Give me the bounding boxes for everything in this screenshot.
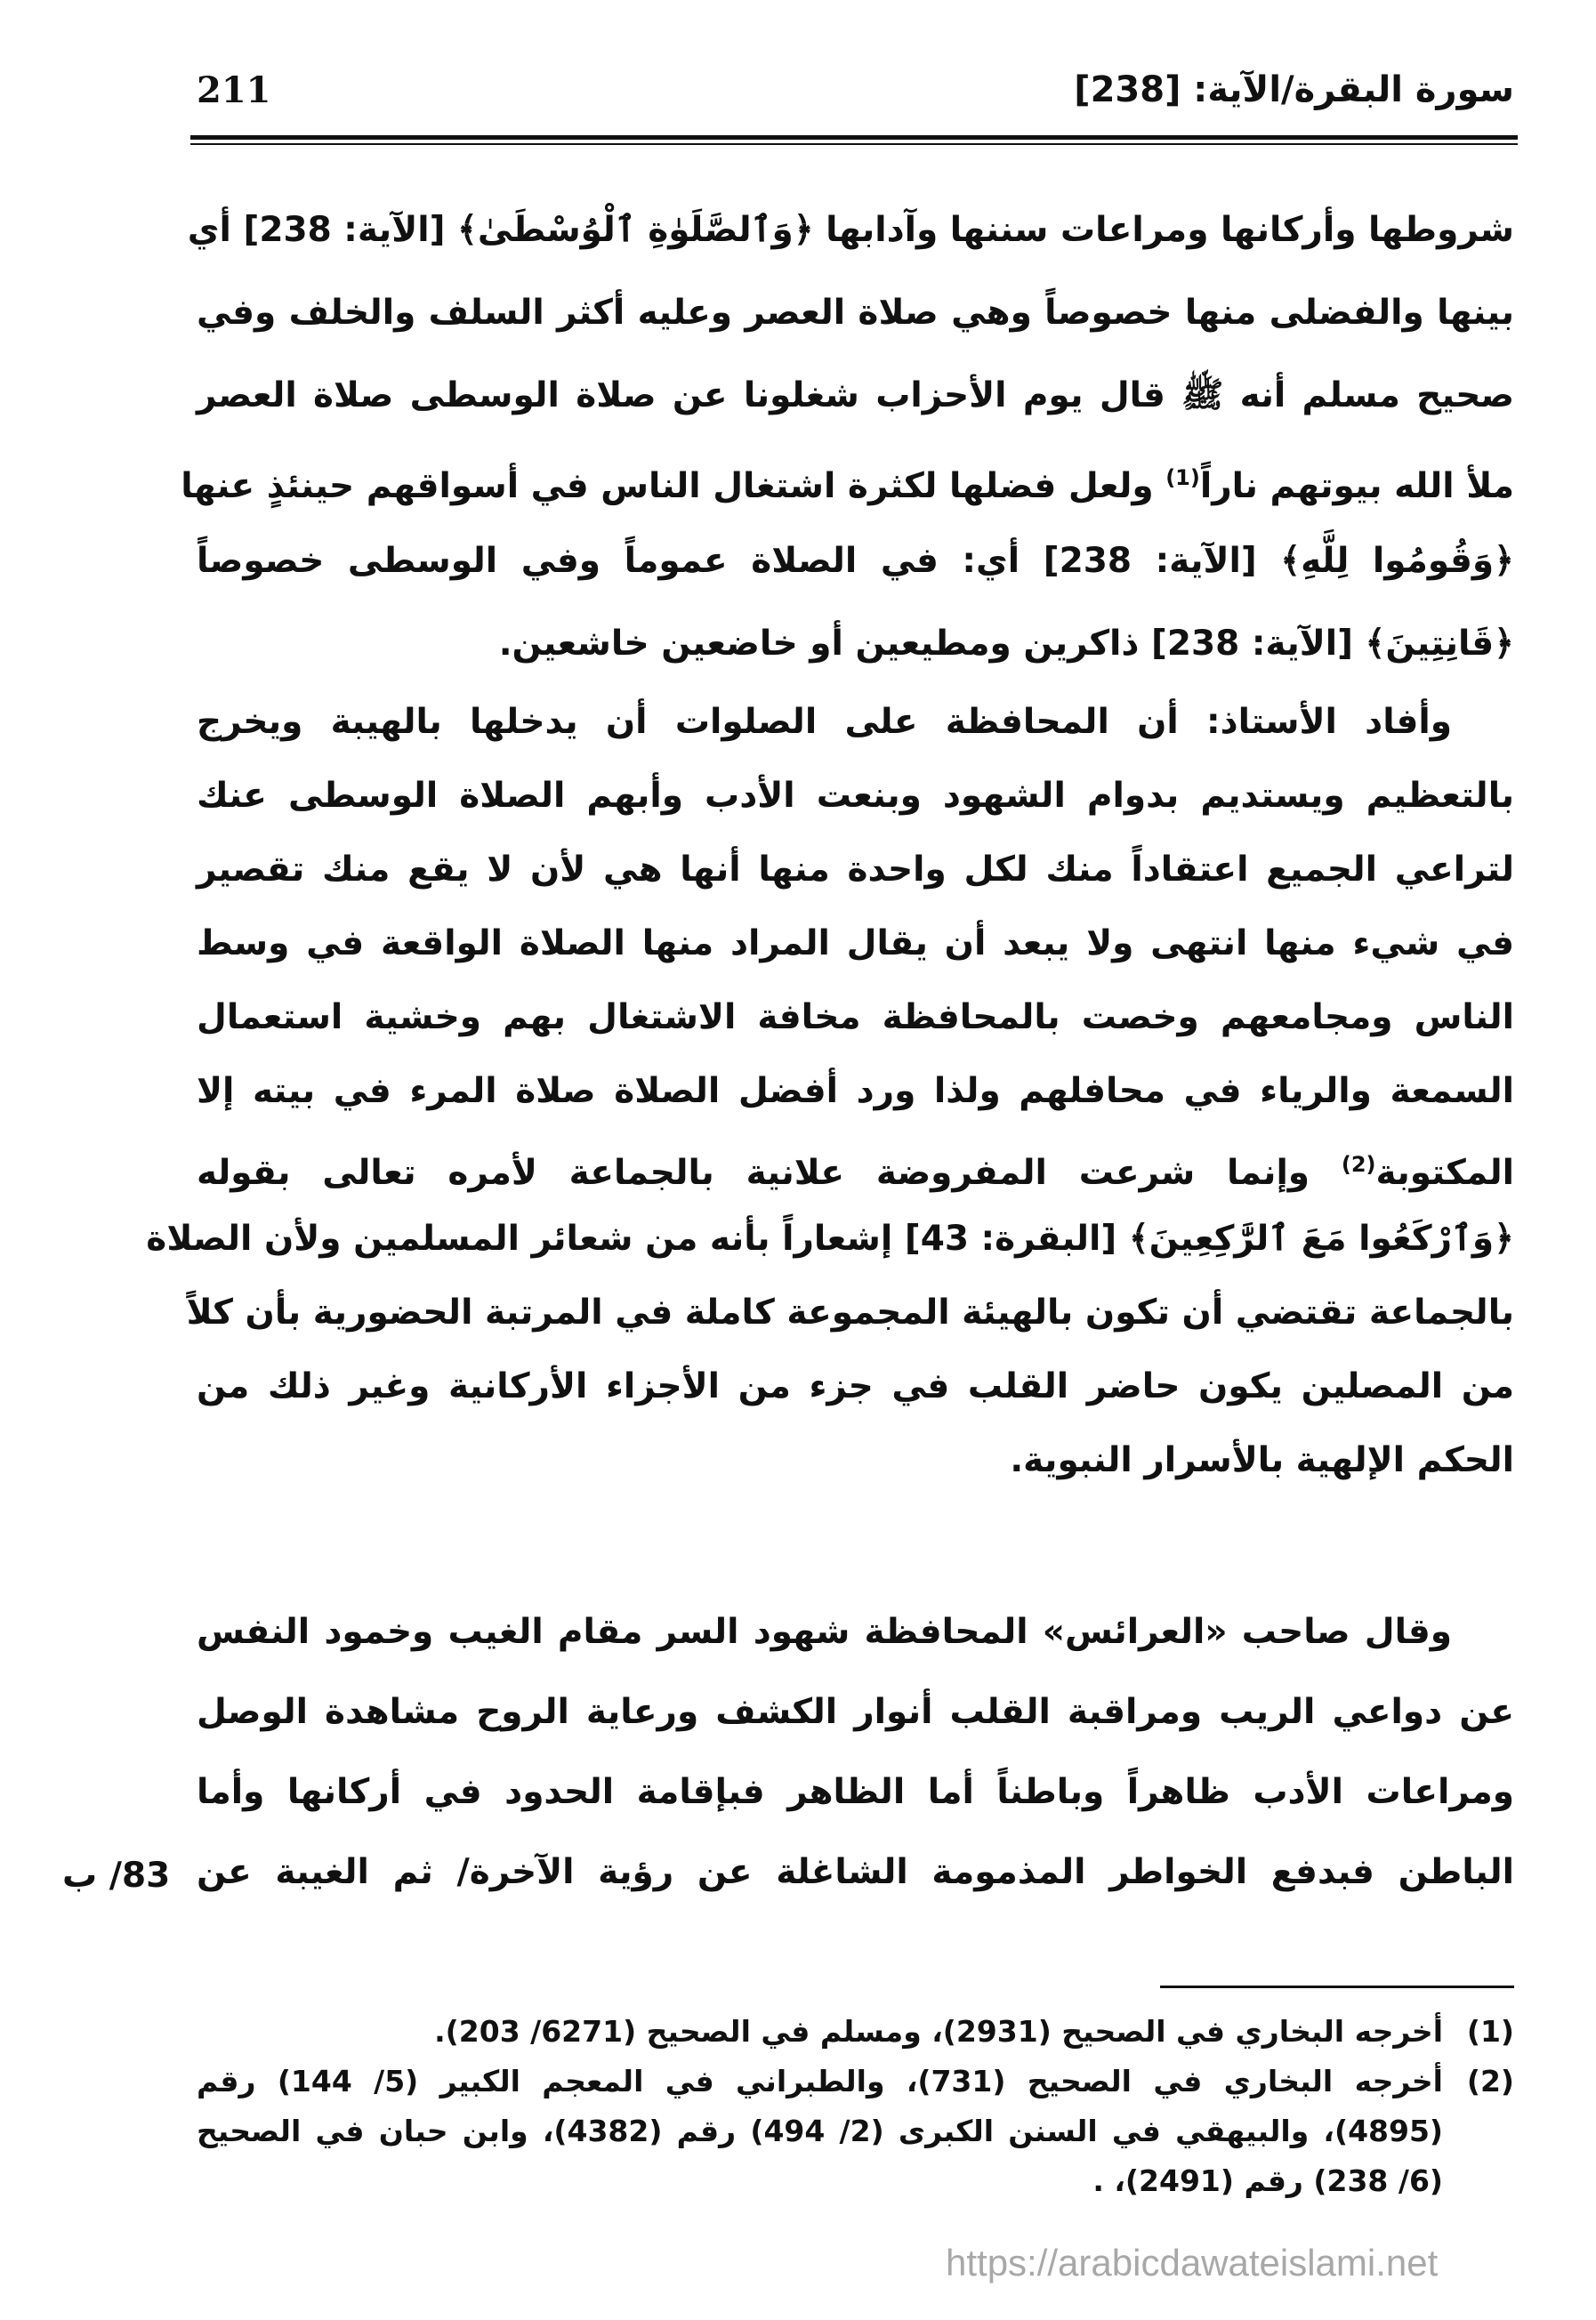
text-line (197, 980, 1514, 1054)
text-line (197, 520, 1514, 602)
line-text-continued: ولعل فضلها لكثرة اشتغال الناس في أسواقهم حينئذٍ عنها (181, 466, 1166, 506)
text-line (197, 271, 1514, 354)
footnotes (197, 2007, 1514, 2206)
text-line (197, 1054, 1514, 1128)
text-line (181, 437, 1514, 520)
line-text: صحيح مسلم أنه ﷺ قال يوم الأحزاب شغلونا عن صلاة الوسطى صلاة العصر (197, 375, 1514, 415)
line-text: ﴿وَقُومُوا لِلَّهِ﴾ [الآية: 238] أي: في الصلاة عموماً وفي الوسطى خصوصاً (197, 541, 1514, 581)
footnote-reference[interactable]: (1) (1165, 465, 1200, 490)
running-header (197, 69, 1514, 123)
text-line (197, 1128, 1514, 1202)
paragraph-3 (197, 1592, 1514, 1913)
line-text: وأفاد الأستاذ: أن المحافظة على الصلوات أن يدخلها بالهيبة ويخرج (197, 702, 1452, 742)
footnote-line (197, 2107, 1514, 2156)
line-text: السمعة والرياء في محافلهم ولذا ورد أفضل الصلاة صلاة المرء في بيته إلا (197, 1071, 1514, 1111)
line-text: الباطن فبدفع الخواطر المذمومة الشاغلة عن رؤية الآخرة/ ثم الغيبة عن (197, 1852, 1514, 1892)
line-text: في شيء منها انتهى ولا يبعد أن يقال المراد منها الصلاة الواقعة في وسط (197, 923, 1514, 963)
line-text-continued: وإنما شرعت المفروضة علانية بالجماعة لأمره تعالى بقوله (197, 1153, 1342, 1193)
footnote-line (197, 2057, 1514, 2107)
footnote-reference[interactable]: (2) (1341, 1152, 1376, 1177)
footnote-separator (1160, 1986, 1514, 1988)
line-text: لتراعي الجميع اعتقاداً منك لكل واحدة منها أنها هي لأن لا يقع منك تقصير (197, 850, 1514, 890)
line-text: وقال صاحب «العرائس» المحافظة شهود السر مقام الغيب وخمود النفس (197, 1612, 1452, 1652)
line-text: من المصلين يكون حاضر القلب في جزء من الأجزاء الأركانية وغير ذلك من (197, 1366, 1514, 1406)
footnote-line (197, 2156, 1514, 2206)
text-line (197, 1423, 1514, 1497)
footnote-text: (6/ 238) رقم (2491)، . (1092, 2163, 1443, 2198)
footnote-number: (1) (1466, 2014, 1514, 2049)
text-line (197, 1752, 1514, 1833)
text-line (197, 354, 1514, 437)
line-text: ملأ الله بيوتهم ناراً (1199, 466, 1514, 506)
line-text: شروطها وأركانها ومراعات سننها وآدابها ﴿وَٱلصَّلَوٰةِ ٱلْوُسْطَىٰ﴾ [الآية: 238] أي (187, 210, 1514, 250)
line-text: ومراعات الأدب ظاهراً وباطناً أما الظاهر فبإقامة الحدود في أركانها وأما (197, 1772, 1514, 1812)
footnote-text: (4895)، والبيهقي في السنن الكبرى (2/ 494) رقم (4382)، وابن حبان في الصحيح (197, 2114, 1444, 2148)
text-line (197, 1833, 1514, 1913)
header-rule-thin (190, 143, 1518, 145)
footnote-line (197, 2007, 1514, 2057)
line-text: عن دواعي الريب ومراقبة القلب أنوار الكشف ورعاية الروح مشاهدة الوصل (197, 1692, 1514, 1732)
running-title: سورة البقرة/الآية: [238] (1074, 69, 1514, 110)
manuscript-folio-note: 83/ ب (62, 1856, 171, 1896)
footnote-number: (2) (1466, 2064, 1514, 2098)
text-line (186, 1276, 1514, 1349)
line-text: ﴿وَٱرْكَعُوا مَعَ ٱلرَّٰكِعِينَ﴾ [البقرة: 43] إشعاراً بأنه من شعائر المسلمين ولأن الصلاة (146, 1219, 1514, 1259)
text-line (197, 833, 1514, 906)
paragraph-2 (146, 685, 1514, 1497)
paragraph-1 (181, 189, 1514, 685)
footnote-text: أخرجه البخاري في الصحيح (2931)، ومسلم في الصحيح (6271/ 203). (434, 2014, 1443, 2049)
footnote-text: أخرجه البخاري في الصحيح (731)، والطبراني في المعجم الكبير (5/ 144) رقم (197, 2064, 1443, 2098)
line-text: بينها والفضلى منها خصوصاً وهي صلاة العصر وعليه أكثر السلف والخلف وفي (197, 293, 1514, 333)
watermark: https://arabicdawateislami.net (946, 2242, 1439, 2284)
text-line (197, 1349, 1514, 1423)
text-line (197, 906, 1514, 980)
text-line (197, 759, 1514, 833)
text-line (197, 685, 1514, 759)
header-rule-thick (190, 135, 1518, 140)
line-text: المكتوبة (1375, 1153, 1514, 1193)
text-line (197, 1672, 1514, 1752)
line-text: ﴿قَانِتِينَ﴾ [الآية: 238] ذاكرين ومطيعين أو خاضعين خاشعين. (498, 624, 1514, 664)
line-text: بالجماعة تقتضي أن تكون بالهيئة المجموعة كاملة في المرتبة الحضورية بأن كلاً (186, 1293, 1514, 1333)
line-text: الحكم الإلهية بالأسرار النبوية. (1010, 1440, 1514, 1480)
page-number: 211 (197, 69, 271, 111)
line-text: الناس ومجامعهم وخصت بالمحافظة مخافة الاشتغال بهم وخشية استعمال (197, 997, 1514, 1037)
text-line (187, 189, 1514, 271)
text-line (197, 602, 1514, 685)
text-line (146, 1202, 1514, 1276)
line-text: بالتعظيم ويستديم بدوام الشهود وبنعت الأدب وأبهم الصلاة الوسطى عنك (197, 776, 1514, 816)
text-line (197, 1592, 1514, 1672)
